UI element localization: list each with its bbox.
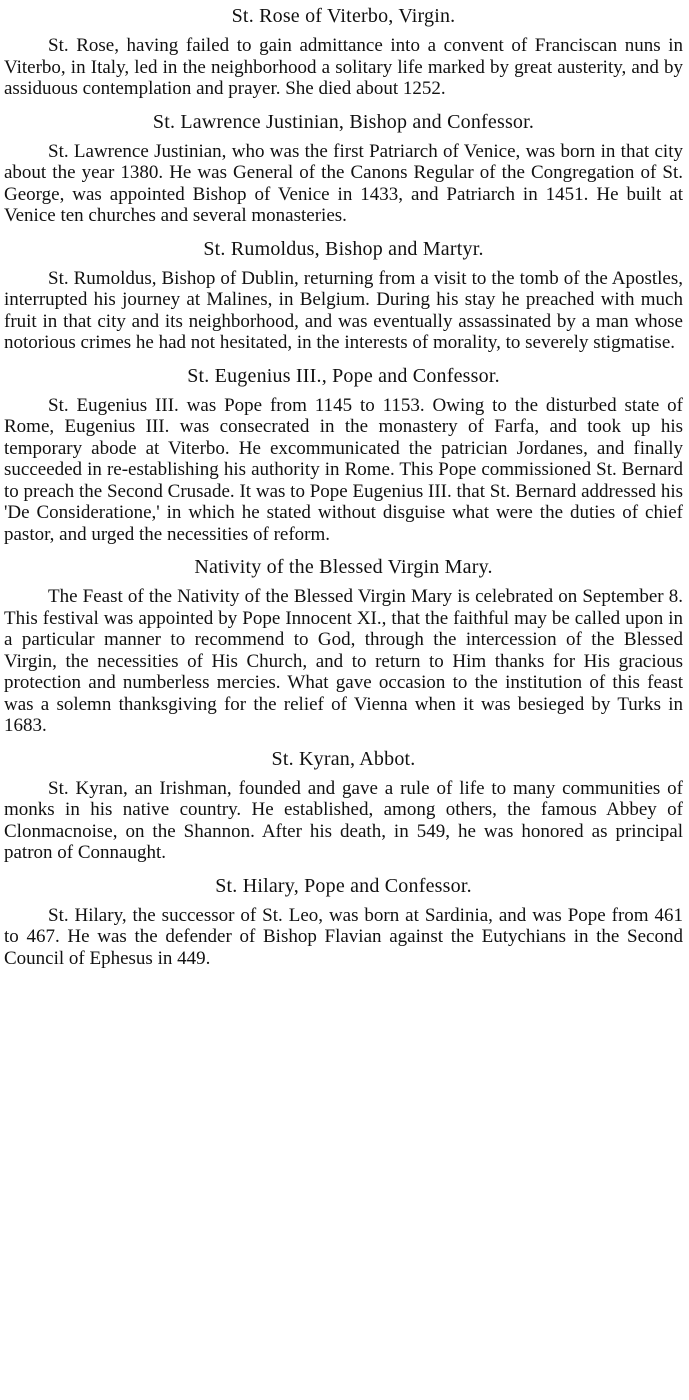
entry-body: St. Kyran, an Irishman, founded and gave a rule of life to many communities of monks in his native country. He established, among others, the famous Abbey of Clonmacnoise, on the Shannon. After his death, in 549, he was honored as principal patron of Connaught. bbox=[4, 777, 683, 863]
entry-body: The Feast of the Nativity of the Blessed Virgin Mary is celebrated on September 8. This festival was appointed by Pope Innocent XI., that the faithful may be called upon in a particular manner to recommend to God, through the intercession of the Blessed Virgin, the necessities of His Church, and to return to Him thanks for His gracious protection and numberless mercies. What gave occasion to the institution of this feast was a solemn thanksgiving for the relief of Vienna when it was besieged by Turks in 1683. bbox=[4, 586, 683, 736]
entry-st-eugenius bbox=[4, 364, 683, 556]
entry-st-rumoldus bbox=[4, 237, 683, 364]
entry-body: St. Rose, having failed to gain admittance into a convent of Franciscan nuns in Viterbo, in Italy, led in the neighborhood a solitary life marked by great austerity, and by assiduous contemplation and prayer. She died about 1252. bbox=[4, 35, 683, 99]
entry-body: St. Eugenius III. was Pope from 1145 to 1153. Owing to the disturbed state of Rome, Eugenius III. was consecrated in the monastery of Farfa, and took up his temporary abode at Viterbo. He excommunicated the patrician Jordanes, and finally succeeded in re-establishing his authority in Rome. This Pope commissioned St. Bernard to preach the Second Crusade. It was to Pope Eugenius III. that St. Bernard addressed his 'De Consideratione,' in which he stated without disguise what were the duties of chief pastor, and urged the necessities of reform. bbox=[4, 394, 683, 545]
entry-st-rose bbox=[4, 4, 683, 110]
entry-body: St. Lawrence Justinian, who was the first Patriarch of Venice, was born in that city about the year 1380. He was General of the Canons Regular of the Congregation of St. George, was appointed Bishop of Venice in 1433, and Patriarch in 1451. He built at Venice ten churches and several monasteries. bbox=[4, 140, 683, 226]
entry-st-hilary bbox=[4, 874, 683, 980]
entry-nativity-blessed-virgin bbox=[4, 555, 683, 747]
entry-title: St. Rose of Viterbo, Virgin. bbox=[231, 5, 456, 27]
entry-title: St. Rumoldus, Bishop and Martyr. bbox=[203, 237, 484, 260]
entry-title: Nativity of the Blessed Virgin Mary. bbox=[194, 556, 493, 578]
entry-body: St. Hilary, the successor of St. Leo, was born at Sardinia, and was Pope from 461 to 467. He was the defender of Bishop Flavian against the Eutychians in the Second Council of Ephesus in 449. bbox=[4, 904, 683, 969]
entry-title: St. Kyran, Abbot. bbox=[271, 747, 416, 770]
entry-st-lawrence-justinian bbox=[4, 110, 683, 237]
entry-title: St. Eugenius III., Pope and Confessor. bbox=[187, 364, 500, 387]
entry-st-kyran bbox=[4, 747, 683, 874]
entry-title: St. Lawrence Justinian, Bishop and Confessor. bbox=[152, 110, 535, 133]
entry-title: St. Hilary, Pope and Confessor. bbox=[215, 874, 472, 897]
entry-body: St. Rumoldus, Bishop of Dublin, returning from a visit to the tomb of the Apostles, interrupted his journey at Malines, in Belgium. During his stay he preached with much fruit in that city and its neighborhood, and was eventually assassinated by a man whose notorious crimes he had not hesitated, in the interests of morality, to severely stigmatise. bbox=[4, 267, 683, 353]
